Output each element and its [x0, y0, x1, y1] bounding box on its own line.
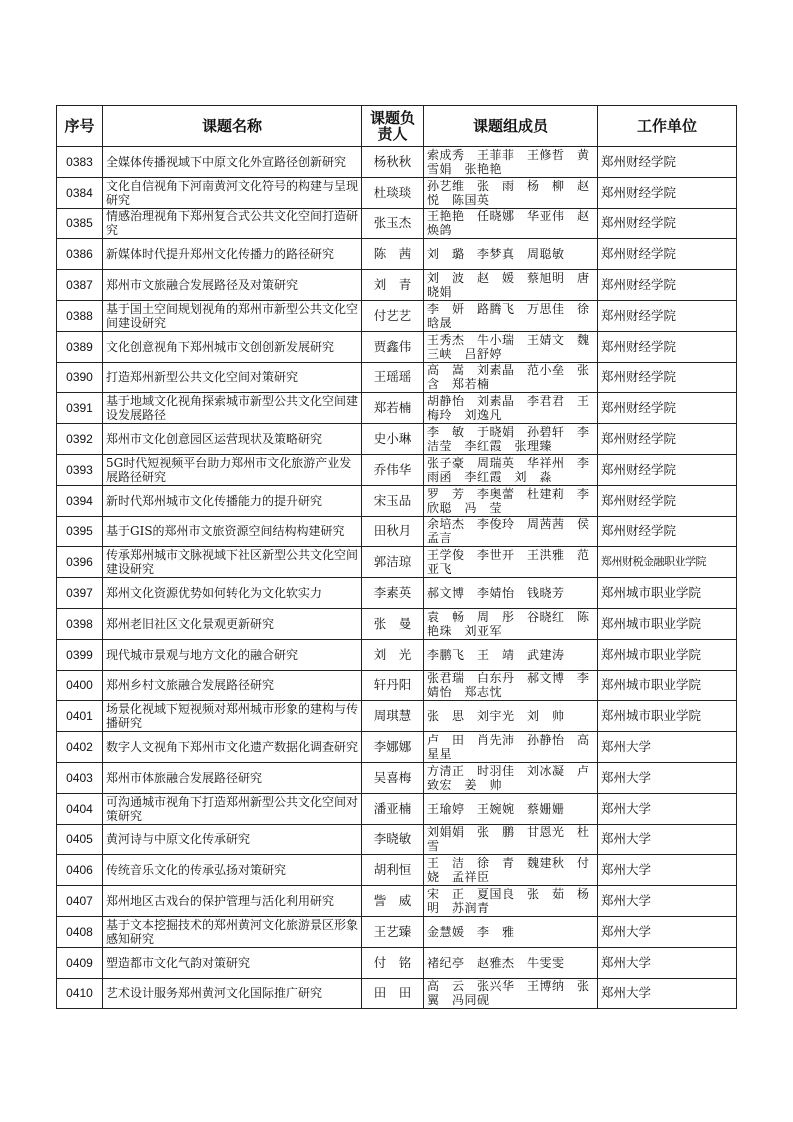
project-title-cell: 基于文本挖掘技术的郑州黄河文化旅游景区形象感知研究: [103, 916, 362, 947]
project-leader-cell: 杜琰琰: [362, 177, 424, 208]
project-leader-cell: 付 铭: [362, 947, 424, 978]
project-leader-cell: 吴喜梅: [362, 762, 424, 793]
project-title-cell: 文化创意视角下郑州城市文创创新发展研究: [103, 331, 362, 362]
project-members-cell: 孙艺维 张 雨 杨 柳 赵 悦 陈国英: [424, 177, 598, 208]
serial-number-cell: 0392: [57, 424, 103, 455]
work-unit-cell: 郑州大学: [598, 762, 737, 793]
project-title-cell: 黄河诗与中原文化传承研究: [103, 824, 362, 855]
project-leader-cell: 张 曼: [362, 608, 424, 639]
work-unit-cell: 郑州财税金融职业学院: [598, 547, 737, 578]
work-unit-cell: 郑州财经学院: [598, 270, 737, 301]
work-unit-cell: 郑州财经学院: [598, 177, 737, 208]
project-leader-cell: 乔伟华: [362, 454, 424, 485]
work-unit-cell: 郑州财经学院: [598, 362, 737, 393]
table-row: [57, 732, 737, 763]
table-row: [57, 578, 737, 609]
project-leader-cell: 周琪慧: [362, 701, 424, 732]
table-body: [57, 147, 737, 1009]
header-project-leader: 课题负责人: [362, 106, 424, 147]
project-members-cell: 高 嵩 刘素晶 范小垒 张 含 郑若楠: [424, 362, 598, 393]
project-title-cell: 郑州地区古戏台的保护管理与活化利用研究: [103, 886, 362, 917]
project-title-cell: 郑州市文化创意园区运营现状及策略研究: [103, 424, 362, 455]
work-unit-cell: 郑州大学: [598, 824, 737, 855]
project-title-cell: 文化自信视角下河南黄河文化符号的构建与呈现研究: [103, 177, 362, 208]
table-row: [57, 270, 737, 301]
serial-number-cell: 0410: [57, 978, 103, 1009]
project-leader-cell: 王艺臻: [362, 916, 424, 947]
project-title-cell: 传统音乐文化的传承弘扬对策研究: [103, 855, 362, 886]
serial-number-cell: 0386: [57, 239, 103, 270]
project-members-cell: 卢 田 肖先沛 孙静怡 高星星: [424, 732, 598, 763]
project-members-cell: 刘 波 赵 媛 蔡旭明 唐晓娟: [424, 270, 598, 301]
table-row: [57, 947, 737, 978]
serial-number-cell: 0389: [57, 331, 103, 362]
table-row: [57, 147, 737, 178]
serial-number-cell: 0384: [57, 177, 103, 208]
table-header-row: [57, 106, 737, 147]
table-row: [57, 362, 737, 393]
serial-number-cell: 0387: [57, 270, 103, 301]
table-row: [57, 300, 737, 331]
project-title-cell: 艺术设计服务郑州黄河文化国际推广研究: [103, 978, 362, 1009]
project-leader-cell: 王瑶瑶: [362, 362, 424, 393]
project-members-cell: 王瑜婷 王婉婉 蔡姗姗: [424, 793, 598, 824]
serial-number-cell: 0403: [57, 762, 103, 793]
project-title-cell: 传承郑州城市文脉视域下社区新型公共文化空间建设研究: [103, 547, 362, 578]
work-unit-cell: 郑州财经学院: [598, 393, 737, 424]
work-unit-cell: 郑州大学: [598, 793, 737, 824]
work-unit-cell: 郑州大学: [598, 886, 737, 917]
project-leader-cell: 李素英: [362, 578, 424, 609]
serial-number-cell: 0383: [57, 147, 103, 178]
project-members-cell: 方清正 时羽佳 刘冰凝 卢致宏 姜 帅: [424, 762, 598, 793]
work-unit-cell: 郑州财经学院: [598, 485, 737, 516]
project-members-cell: 袁 畅 周 彤 谷晓红 陈艳珠 刘亚军: [424, 608, 598, 639]
project-members-cell: 高 云 张兴华 王博纳 张 翼 冯同砚: [424, 978, 598, 1009]
project-members-cell: 刘 璐 李梦真 周聪敏: [424, 239, 598, 270]
serial-number-cell: 0407: [57, 886, 103, 917]
work-unit-cell: 郑州财经学院: [598, 300, 737, 331]
project-leader-cell: 李娜娜: [362, 732, 424, 763]
project-leader-cell: 郭洁琼: [362, 547, 424, 578]
serial-number-cell: 0406: [57, 855, 103, 886]
project-leader-cell: 刘 青: [362, 270, 424, 301]
table-row: [57, 239, 737, 270]
serial-number-cell: 0394: [57, 485, 103, 516]
table-row: [57, 762, 737, 793]
project-title-cell: 情感治理视角下郑州复合式公共文化空间打造研究: [103, 208, 362, 239]
project-title-cell: 新媒体时代提升郑州文化传播力的路径研究: [103, 239, 362, 270]
work-unit-cell: 郑州大学: [598, 855, 737, 886]
table-row: [57, 793, 737, 824]
table-row: [57, 670, 737, 701]
serial-number-cell: 0401: [57, 701, 103, 732]
table-row: [57, 331, 737, 362]
table-row: [57, 916, 737, 947]
project-members-cell: 张君瑞 白东丹 郝文博 李婧怡 郑志忱: [424, 670, 598, 701]
project-title-cell: 打造郑州新型公共文化空间对策研究: [103, 362, 362, 393]
work-unit-cell: 郑州财经学院: [598, 147, 737, 178]
serial-number-cell: 0400: [57, 670, 103, 701]
table-row: [57, 424, 737, 455]
serial-number-cell: 0388: [57, 300, 103, 331]
work-unit-cell: 郑州大学: [598, 978, 737, 1009]
table-row: [57, 608, 737, 639]
project-title-cell: 基于地域文化视角探索城市新型公共文化空间建设发展路径: [103, 393, 362, 424]
project-members-cell: 张 思 刘宇光 刘 帅: [424, 701, 598, 732]
work-unit-cell: 郑州城市职业学院: [598, 578, 737, 609]
project-title-cell: 可沟通城市视角下打造郑州新型公共文化空间对策研究: [103, 793, 362, 824]
project-leader-cell: 宋玉品: [362, 485, 424, 516]
header-project-members: 课题组成员: [424, 106, 598, 147]
work-unit-cell: 郑州大学: [598, 732, 737, 763]
project-title-cell: 郑州市体旅融合发展路径研究: [103, 762, 362, 793]
work-unit-cell: 郑州财经学院: [598, 331, 737, 362]
work-unit-cell: 郑州财经学院: [598, 208, 737, 239]
serial-number-cell: 0393: [57, 454, 103, 485]
table-row: [57, 516, 737, 547]
work-unit-cell: 郑州财经学院: [598, 424, 737, 455]
table-row: [57, 855, 737, 886]
serial-number-cell: 0397: [57, 578, 103, 609]
serial-number-cell: 0395: [57, 516, 103, 547]
table-row: [57, 547, 737, 578]
project-title-cell: 基于GIS的郑州市文旅资源空间结构构建研究: [103, 516, 362, 547]
project-title-cell: 郑州市文旅融合发展路径及对策研究: [103, 270, 362, 301]
work-unit-cell: 郑州大学: [598, 916, 737, 947]
project-members-cell: 王艳艳 任晓娜 华亚伟 赵焕鸽: [424, 208, 598, 239]
project-title-cell: 基于国土空间规划视角的郑州市新型公共文化空间建设研究: [103, 300, 362, 331]
project-leader-cell: 张玉杰: [362, 208, 424, 239]
work-unit-cell: 郑州大学: [598, 947, 737, 978]
project-leader-cell: 史小琳: [362, 424, 424, 455]
serial-number-cell: 0396: [57, 547, 103, 578]
serial-number-cell: 0398: [57, 608, 103, 639]
project-leader-cell: 轩丹阳: [362, 670, 424, 701]
project-members-cell: 张子豪 周瑞英 华祥州 李雨函 李红霞 刘 淼: [424, 454, 598, 485]
project-leader-cell: 陈 茜: [362, 239, 424, 270]
table-row: [57, 824, 737, 855]
serial-number-cell: 0408: [57, 916, 103, 947]
project-title-cell: 5G时代短视频平台助力郑州市文化旅游产业发展路径研究: [103, 454, 362, 485]
header-serial-number: 序号: [57, 106, 103, 147]
project-title-cell: 现代城市景观与地方文化的融合研究: [103, 639, 362, 670]
project-title-cell: 塑造都市文化气韵对策研究: [103, 947, 362, 978]
table-row: [57, 208, 737, 239]
project-title-cell: 郑州文化资源优势如何转化为文化软实力: [103, 578, 362, 609]
project-members-cell: 王 洁 徐 青 魏建秋 付 娆 孟祥臣: [424, 855, 598, 886]
header-project-title: 课题名称: [103, 106, 362, 147]
project-leader-cell: 田 田: [362, 978, 424, 1009]
work-unit-cell: 郑州财经学院: [598, 516, 737, 547]
project-members-cell: 余培杰 李俊玲 周茜茜 侯孟言: [424, 516, 598, 547]
header-work-unit: 工作单位: [598, 106, 737, 147]
project-leader-cell: 訾 威: [362, 886, 424, 917]
table-row: [57, 701, 737, 732]
table-row: [57, 485, 737, 516]
project-title-cell: 全媒体传播视域下中原文化外宣路径创新研究: [103, 147, 362, 178]
serial-number-cell: 0391: [57, 393, 103, 424]
project-members-cell: 郝文博 李婧怡 钱晓芳: [424, 578, 598, 609]
project-members-cell: 王学俊 李世开 王洪雅 范亚飞: [424, 547, 598, 578]
work-unit-cell: 郑州城市职业学院: [598, 639, 737, 670]
project-leader-cell: 刘 光: [362, 639, 424, 670]
serial-number-cell: 0399: [57, 639, 103, 670]
project-members-cell: 王秀杰 牛小瑞 王婧文 魏三峡 吕舒婷: [424, 331, 598, 362]
serial-number-cell: 0385: [57, 208, 103, 239]
serial-number-cell: 0402: [57, 732, 103, 763]
project-title-cell: 新时代郑州城市文化传播能力的提升研究: [103, 485, 362, 516]
serial-number-cell: 0405: [57, 824, 103, 855]
project-members-cell: 胡静怡 刘素晶 李君君 王梅玲 刘逸凡: [424, 393, 598, 424]
project-leader-cell: 杨秋秋: [362, 147, 424, 178]
project-leader-cell: 李晓敏: [362, 824, 424, 855]
project-leader-cell: 郑若楠: [362, 393, 424, 424]
project-leader-cell: 胡利恒: [362, 855, 424, 886]
table-row: [57, 978, 737, 1009]
project-members-cell: 褚纪亭 赵雅杰 牛雯雯: [424, 947, 598, 978]
project-members-cell: 李 妍 路腾飞 万思佳 徐晗晟: [424, 300, 598, 331]
work-unit-cell: 郑州城市职业学院: [598, 701, 737, 732]
project-title-cell: 郑州乡村文旅融合发展路径研究: [103, 670, 362, 701]
work-unit-cell: 郑州城市职业学院: [598, 670, 737, 701]
table-row: [57, 639, 737, 670]
project-members-cell: 李 敏 于晓娟 孙碧轩 李洁莹 李红霞 张理臻: [424, 424, 598, 455]
project-title-cell: 郑州老旧社区文化景观更新研究: [103, 608, 362, 639]
work-unit-cell: 郑州城市职业学院: [598, 608, 737, 639]
serial-number-cell: 0409: [57, 947, 103, 978]
project-members-cell: 金慧媛 李 雅: [424, 916, 598, 947]
project-leader-cell: 潘亚楠: [362, 793, 424, 824]
table-row: [57, 177, 737, 208]
table-row: [57, 886, 737, 917]
table-row: [57, 393, 737, 424]
project-members-cell: 刘娟娟 张 鹏 甘恩光 杜 雪: [424, 824, 598, 855]
work-unit-cell: 郑州财经学院: [598, 454, 737, 485]
table-row: [57, 454, 737, 485]
work-unit-cell: 郑州财经学院: [598, 239, 737, 270]
serial-number-cell: 0390: [57, 362, 103, 393]
project-members-cell: 索成秀 王菲菲 王修哲 黄雪娟 张艳艳: [424, 147, 598, 178]
project-leader-cell: 贾鑫伟: [362, 331, 424, 362]
serial-number-cell: 0404: [57, 793, 103, 824]
research-projects-table: [56, 105, 737, 1009]
project-title-cell: 数字人文视角下郑州市文化遗产数据化调查研究: [103, 732, 362, 763]
project-leader-cell: 付艺艺: [362, 300, 424, 331]
project-leader-cell: 田秋月: [362, 516, 424, 547]
project-title-cell: 场景化视域下短视频对郑州城市形象的建构与传播研究: [103, 701, 362, 732]
project-members-cell: 宋 正 夏国良 张 茹 杨 明 苏润青: [424, 886, 598, 917]
project-members-cell: 李鹏飞 王 靖 武建涛: [424, 639, 598, 670]
project-members-cell: 罗 芳 李奥蕾 杜建莉 李欣聪 冯 莹: [424, 485, 598, 516]
